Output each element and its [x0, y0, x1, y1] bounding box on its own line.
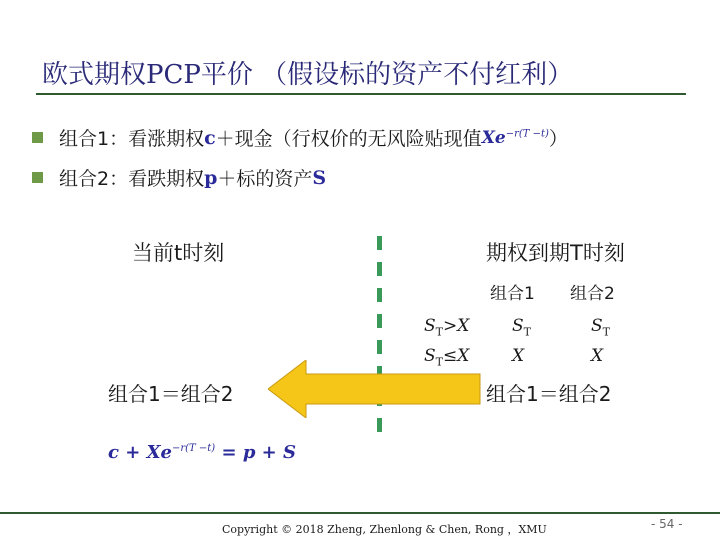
- arrow-left-icon: [268, 360, 484, 418]
- payoff-var: X: [591, 346, 604, 366]
- equality-expiry: 组合1＝组合2: [486, 382, 612, 406]
- bullet-square-icon: [32, 132, 43, 143]
- bullet-2-middle: ＋标的资产: [217, 168, 313, 190]
- bullet-square-icon: [32, 172, 43, 183]
- payoff-portfolio-2-below: [591, 346, 603, 368]
- cond-var: S: [424, 346, 436, 366]
- bullet-1-suffix: ）: [548, 128, 568, 150]
- current-time-header: 当前t时刻: [132, 241, 225, 265]
- payoff-sub: T: [523, 325, 531, 339]
- page-number: - 54 -: [651, 517, 683, 531]
- cond-sub: T: [435, 355, 443, 369]
- bullet-portfolio-2: [32, 164, 326, 191]
- cond-op: ≤: [443, 346, 458, 366]
- payoff-var: X: [512, 346, 525, 366]
- cond-sub: T: [435, 325, 443, 339]
- footer-rule: [0, 512, 720, 514]
- cond-var: S: [424, 316, 436, 336]
- payoff-portfolio-2-above: [591, 316, 610, 338]
- slide-title: 欧式期权PCP平价 （假设标的资产不付红利）: [42, 60, 574, 90]
- parity-exponent: −r(T −t): [172, 443, 216, 454]
- payoff-var: S: [512, 316, 524, 336]
- parity-lhs: c + Xe: [108, 442, 172, 463]
- cond-op: >: [443, 316, 458, 336]
- copyright-text: Copyright © 2018 Zheng, Zhenlong & Chen, Rong ，XMU: [222, 523, 547, 536]
- row-condition-above-strike: [424, 316, 469, 338]
- bullet-1-call-symbol: c: [204, 126, 216, 149]
- cond-rhs: X: [457, 316, 470, 336]
- bullet-1-discount-formula: [482, 128, 549, 148]
- bullet-2-prefix: 组合2：看跌期权: [59, 168, 205, 190]
- discount-exponent: −r(T −t): [505, 127, 549, 139]
- title-underline: [36, 93, 686, 95]
- payoff-sub: T: [602, 325, 610, 339]
- put-call-parity-formula: [108, 442, 296, 463]
- bullet-portfolio-1: [32, 124, 568, 151]
- column-label-portfolio-2: 组合2: [570, 284, 615, 304]
- equality-current: 组合1＝组合2: [108, 382, 234, 406]
- parity-rhs: = p + S: [215, 442, 297, 463]
- bullet-1-prefix: 组合1：看涨期权: [59, 128, 205, 150]
- column-label-portfolio-1: 组合1: [490, 284, 535, 304]
- cond-rhs: X: [457, 346, 470, 366]
- bullet-2-asset-symbol: S: [312, 166, 327, 189]
- discount-base: Xe: [481, 127, 506, 148]
- payoff-portfolio-1-above: [512, 316, 531, 338]
- expiry-time-header: 期权到期T时刻: [486, 241, 625, 265]
- bullet-2-put-symbol: p: [204, 166, 218, 189]
- bullet-1-middle: ＋现金（行权价的无风险贴现值: [215, 128, 482, 150]
- payoff-portfolio-1-below: [512, 346, 524, 368]
- payoff-var: S: [591, 316, 603, 336]
